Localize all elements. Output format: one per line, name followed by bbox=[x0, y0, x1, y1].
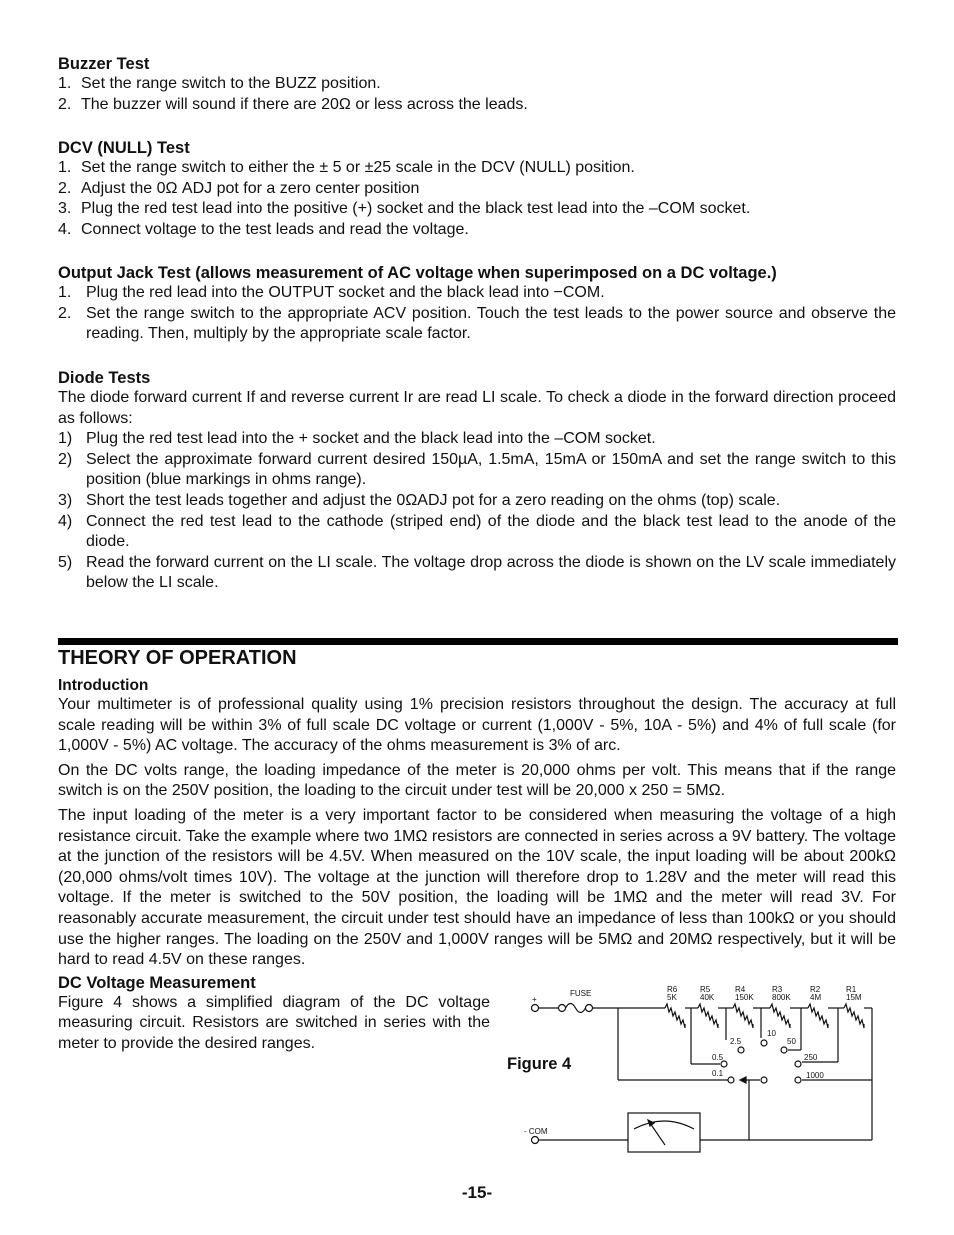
theory-paragraph: The input loading of the meter is a very important factor to be considered when measuring the voltage of a high resistance circuit. Take the example where two 1MΩ resistors are connected in series across a 9V battery. The voltage at the junction of the resistors will be 4.5V. When measured on the 10V scale, the input loading will be about 200kΩ (20,000 ohms/volt times 10V). The voltage at the junction will therefore drop to 1.28V and the meter will read this voltage. If the meter is switched to the 50V position, the loading will be 1MΩ and the meter will read 3V. For reasonably accurate measurement, the circuit under test should have an impedance of less than 100kΩ or you should use the higher ranges. The loading on the 250V and 1,000V ranges will be 5MΩ and 20MΩ respectively, but it will be hard to read 4.5V on these ranges. bbox=[58, 806, 896, 969]
range-contact bbox=[761, 1077, 767, 1083]
dc-voltage-text: Figure 4 shows a simplified diagram of the DC voltage measuring circuit. Resistors are switched in series with the meter to provide the desired ranges. bbox=[58, 993, 490, 1052]
plus-terminal bbox=[532, 1005, 539, 1012]
list-item: 2) Select the approximate forward current desired 150µA, 1.5mA, 15mA or 150mA and set the range switch to this position (blue markings in ohms range). bbox=[58, 450, 896, 489]
diode-tests-section bbox=[58, 368, 896, 594]
list-item: 5) Read the forward current on the LI scale. The voltage drop across the diode is shown on the LV scale immediately below the LI scale. bbox=[58, 553, 896, 592]
resistor-name: R2 bbox=[810, 985, 821, 994]
resistor-name: R5 bbox=[700, 985, 711, 994]
resistor-name: R6 bbox=[667, 985, 678, 994]
resistor-icon bbox=[665, 1004, 685, 1028]
resistor-value: 15M bbox=[846, 993, 862, 1002]
resistor-icon bbox=[770, 1004, 790, 1028]
resistor-icon bbox=[844, 1004, 864, 1028]
output-jack-heading: Output Jack Test (allows measurement of AC voltage when superimposed on a DC voltage.) bbox=[58, 264, 777, 282]
range-contact bbox=[728, 1077, 734, 1083]
fuse-icon bbox=[566, 1004, 586, 1013]
section-divider bbox=[58, 638, 898, 645]
resistor-value: 800K bbox=[772, 993, 791, 1002]
fuse-label: FUSE bbox=[570, 989, 592, 998]
diode-steps bbox=[58, 429, 896, 594]
resistor-chain bbox=[665, 985, 872, 1028]
list-item: 4) Connect the red test lead to the cathode (striped end) of the diode and the black test lead to the anode of the diode. bbox=[58, 512, 896, 551]
dc-voltage-heading: DC Voltage Measurement bbox=[58, 973, 256, 992]
list-item: 2. Adjust the 0Ω ADJ pot for a zero center position bbox=[58, 179, 420, 197]
range-label: 50 bbox=[787, 1037, 796, 1046]
resistor-icon bbox=[698, 1004, 718, 1028]
resistor-value: 5K bbox=[667, 993, 677, 1002]
meter-scale bbox=[634, 1121, 694, 1129]
resistor-value: 40K bbox=[700, 993, 715, 1002]
list-item: 1. Plug the red lead into the OUTPUT socket and the black lead into −COM. bbox=[58, 284, 605, 301]
resistor-name: R1 bbox=[846, 985, 857, 994]
range-contact bbox=[761, 1040, 767, 1046]
theory-paragraph: Your multimeter is of professional quality using 1% precision resistors throughout the design. The accuracy at full scale reading will be within 3% of full scale DC voltage or current (1,000V - 5%, 10A - 5%) and 4% of full scale (for 1,000V - 5%) AC voltage. The accuracy of the ohms measurement is 3% of arc. bbox=[58, 696, 896, 755]
switch-wiper-icon bbox=[740, 1077, 746, 1083]
buzzer-test-section bbox=[58, 54, 896, 115]
fuse-terminal bbox=[586, 1005, 593, 1012]
resistor-name: R4 bbox=[735, 985, 746, 994]
output-jack-steps bbox=[58, 283, 896, 345]
meter-needle-icon bbox=[650, 1123, 665, 1145]
list-item: 3) Short the test leads together and adjust the 0ΩADJ pot for a zero reading on the ohms (top) scale. bbox=[58, 491, 781, 509]
list-item: 4. Connect voltage to the test leads and read the voltage. bbox=[58, 220, 469, 238]
list-item: 2. The buzzer will sound if there are 20Ω or less across the leads. bbox=[58, 95, 528, 113]
dc-voltage-circuit-diagram bbox=[520, 980, 890, 1160]
dcv-steps bbox=[58, 158, 896, 240]
meter-box bbox=[628, 1113, 700, 1152]
output-jack-section bbox=[58, 263, 896, 345]
resistor-value: 4M bbox=[810, 993, 822, 1002]
theory-title: THEORY OF OPERATION bbox=[58, 647, 297, 669]
fuse-terminal bbox=[559, 1005, 566, 1012]
list-item: 2. Set the range switch to the appropriate ACV position. Touch the test leads to the power source and observe the reading. Then, multiply by the appropriate scale factor. bbox=[58, 304, 896, 343]
figure-label: Figure 4 bbox=[507, 1055, 572, 1073]
range-label: 250 bbox=[804, 1053, 818, 1062]
page-number: -15- bbox=[461, 1183, 493, 1202]
plus-label: + bbox=[532, 995, 537, 1004]
introduction-heading: Introduction bbox=[58, 677, 149, 694]
dcv-null-section bbox=[58, 138, 896, 240]
theory-paragraph: On the DC volts range, the loading impedance of the meter is 20,000 ohms per volt. This means that if the range switch is on the 250V position, the loading to the circuit under test will be 20,000 x 250 = 5MΩ. bbox=[58, 761, 896, 800]
range-label: 0.1 bbox=[712, 1069, 724, 1078]
list-item: 1) Plug the red test lead into the + socket and the black lead into the –COM socket. bbox=[58, 430, 656, 448]
buzzer-test-heading: Buzzer Test bbox=[58, 55, 150, 73]
resistor-icon bbox=[733, 1004, 753, 1028]
com-terminal bbox=[532, 1137, 539, 1144]
diode-tests-heading: Diode Tests bbox=[58, 369, 151, 387]
buzzer-steps bbox=[58, 74, 896, 115]
meter-needle-tip bbox=[648, 1120, 654, 1126]
resistor-name: R3 bbox=[772, 985, 783, 994]
range-contact bbox=[738, 1047, 744, 1053]
range-contact bbox=[781, 1047, 787, 1053]
dcv-null-heading: DCV (NULL) Test bbox=[58, 139, 190, 157]
com-label: - COM bbox=[524, 1127, 548, 1136]
range-label: 10 bbox=[767, 1029, 776, 1038]
range-label: 2.5 bbox=[730, 1037, 742, 1046]
list-item: 1. Set the range switch to either the ± 5 or ±25 scale in the DCV (NULL) position. bbox=[58, 159, 635, 176]
list-item: 3. Plug the red test lead into the positive (+) socket and the black test lead into the –COM socket. bbox=[58, 200, 751, 218]
list-item: 1. Set the range switch to the BUZZ position. bbox=[58, 75, 381, 92]
range-contact bbox=[795, 1077, 801, 1083]
resistor-value: 150K bbox=[735, 993, 754, 1002]
range-label: 0.5 bbox=[712, 1053, 724, 1062]
resistor-icon bbox=[808, 1004, 828, 1028]
range-contact bbox=[795, 1061, 801, 1067]
range-label: 1000 bbox=[806, 1071, 824, 1080]
diode-intro: The diode forward current If and reverse current Ir are read LI scale. To check a diode in the forward direction proceed as follows: bbox=[58, 389, 896, 427]
